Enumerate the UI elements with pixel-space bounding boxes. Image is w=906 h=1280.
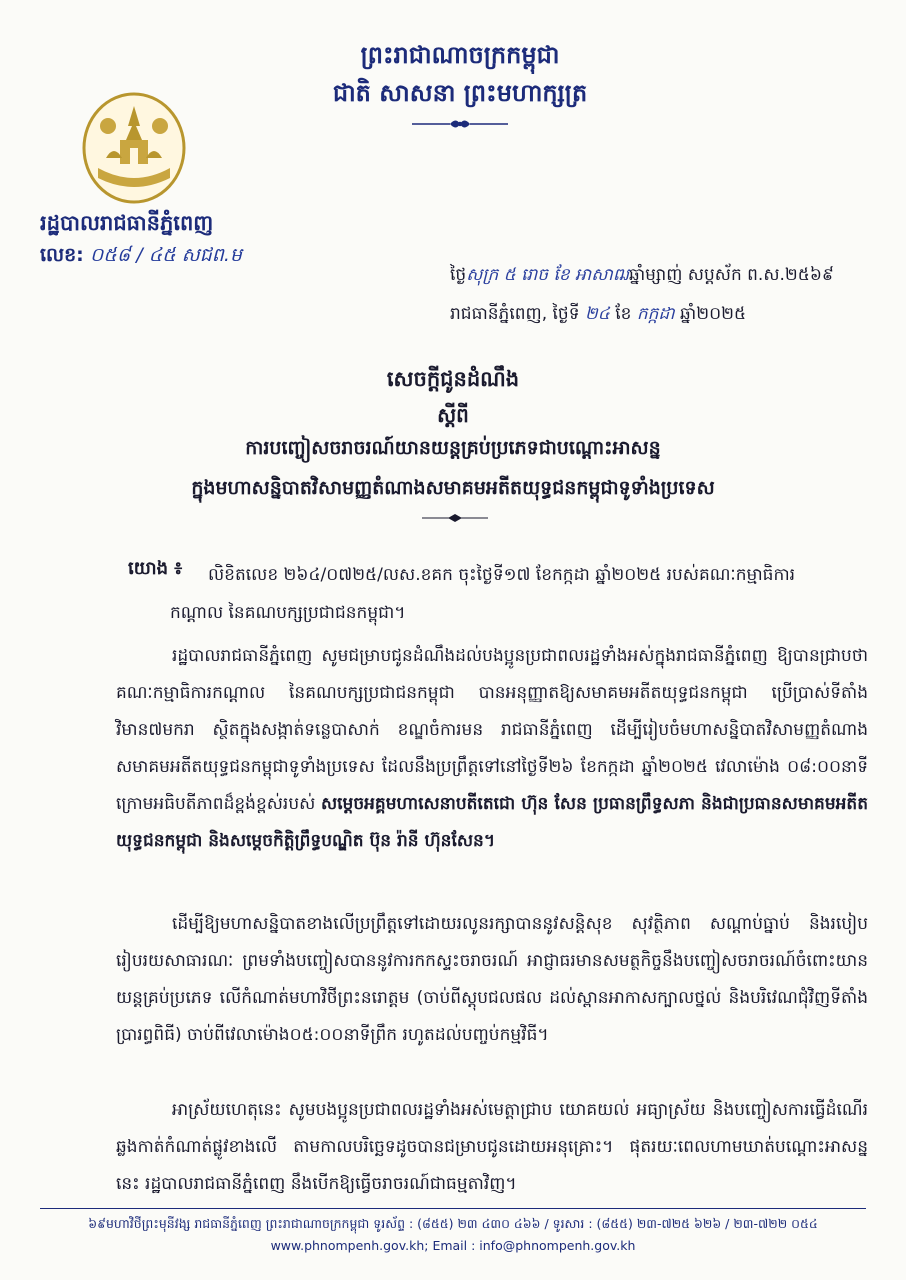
lunar-prefix: ថ្ងៃ bbox=[450, 265, 467, 285]
notice-subject-line1: ការបញ្ចៀសចរាចរណ៍យានយន្តគ្រប់ប្រភេទជាបណ្តោះអាសន្ន bbox=[245, 437, 661, 459]
notice-title: សេចក្តីជូនដំណឹង bbox=[386, 367, 520, 391]
lunar-suffix: ឆ្នាំម្សាញ់ សប្តស័ក ព.ស.២៥៦៩ bbox=[629, 265, 834, 285]
body-paragraph-1 bbox=[116, 638, 868, 860]
gregorian-day: ២៤ bbox=[584, 304, 610, 324]
issuing-authority: រដ្ឋបាលរាជធានីភ្នំពេញ bbox=[40, 211, 214, 235]
reference-number bbox=[40, 243, 242, 271]
lunar-date bbox=[450, 264, 834, 289]
paragraph-1-dignitaries: សម្តេចអគ្គមហាសេនាបតីតេជោ ហ៊ុន សែន ប្រធានព្រឹទ្ធសភា និងជាប្រធានសមាគមអតីតយុទ្ធជនកម្ពុជា និងសម្តេចកិត្តិព្រឹទ្ធបណ្ឌិត ប៊ុន រ៉ានី ហ៊ុនសែន។ bbox=[116, 794, 868, 851]
national-motto: ជាតិ សាសនា ព្រះមហាក្សត្រ bbox=[332, 79, 588, 107]
ref-number-handwritten: ០៥៨ / ៤៥ សជព.ម bbox=[89, 244, 242, 266]
lunar-handwritten: សុក្រ ៥ រោច ខែ អាសាឍ bbox=[466, 265, 629, 285]
paragraph-1-text: រដ្ឋបាលរាជធានីភ្នំពេញ សូមជម្រាបជូនដំណឹងដល់បងប្អូនប្រជាពលរដ្ឋទាំងអស់ក្នុងរាជធានីភ្នំពេញ ឱ្យបានជ្រាបថា គណៈកម្មាធិការកណ្តាល នៃគណបក្សប្រជាជនកម្ពុជា បានអនុញ្ញាតឱ្យសមាគមអតីតយុទ្ធជនកម្ពុជា ប្រើប្រាស់ទីតាំងវិមាន៧មករា ស្ថិតក្នុងសង្កាត់ទន្លេបាសាក់ ខណ្ឌចំការមន រាជធានីភ្នំពេញ ដើម្បីរៀបចំមហាសន្និបាតវិសាមញ្ញតំណាងសមាគមអតីតយុទ្ធជនកម្ពុជាទូទាំងប្រទេស ដែលនឹងប្រព្រឹត្តទៅនៅថ្ងៃទី២៦ ខែកក្កដា ឆ្នាំ២០២៥ វេលាម៉ោង ០៨:០០នាទី ក្រោមអធិបតីភាពដ៏ខ្ពង់ខ្ពស់របស់ bbox=[116, 646, 868, 814]
footer-contact: www.phnompenh.gov.kh; Email : info@phnompenh.gov.kh bbox=[270, 1238, 636, 1253]
kingdom-title: ព្រះរាជាណាចក្រកម្ពុជា bbox=[360, 41, 560, 69]
body-paragraph-2: ដើម្បីឱ្យមហាសន្និបាតខាងលើប្រព្រឹត្តទៅដោយរលូនរក្សាបាននូវសន្តិសុខ សុវត្ថិភាព សណ្តាប់ធ្នាប់ និងរបៀបរៀបរយសាធារណៈ ព្រមទាំងបញ្ចៀសបាននូវការកកស្ទះចរាចរណ៍ អាជ្ញាធរមានសមត្ថកិច្ចនឹងបញ្ចៀសចរាចរណ៍ចំពោះយានយន្តគ្រប់ប្រភេទ លើកំណាត់មហាវិថីព្រះនរោត្តម (ចាប់ពីស្តុបជលផល ដល់ស្ពានអាកាសក្បាលថ្នល់ និងបរិវេណជុំវិញទីតាំងប្រារព្ធពិធី) ចាប់ពីវេលាម៉ោង០៥:០០នាទីព្រឹក រហូតដល់បញ្ចប់កម្មវិធី។ bbox=[116, 914, 868, 1045]
notice-subject-line2: ក្នុងមហាសន្និបាតវិសាមញ្ញតំណាងសមាគមអតីតយុទ្ធជនកម្ពុជាទូទាំងប្រទេស bbox=[191, 477, 715, 499]
body-paragraph-3: អាស្រ័យហេតុនេះ សូមបងប្អូនប្រជាពលរដ្ឋទាំងអស់មេត្តាជ្រាប យោគយល់ អធ្យាស្រ័យ និងបញ្ចៀសការធ្វើដំណើរឆ្លងកាត់កំណាត់ផ្លូវខាងលើ តាមកាលបរិច្ឆេទដូចបានជម្រាបជូនដោយអនុគ្រោះ។ ផុតរយៈពេលហាមឃាត់បណ្តោះអាសន្ននេះ រដ្ឋបាលរាជធានីភ្នំពេញ នឹងបើកឱ្យធ្វើចរាចរណ៍ជាធម្មតាវិញ។ bbox=[116, 1100, 868, 1194]
gregorian-prefix: រាជធានីភ្នំពេញ, ថ្ងៃទី bbox=[450, 304, 580, 324]
phnom-penh-seal-icon bbox=[78, 88, 190, 206]
reference-text-line1: លិខិតលេខ ២៦៤/០៧២៥/លស.ខគក ចុះថ្ងៃទី១៧ ខែកក្កដា ឆ្នាំ២០២៥ របស់គណៈកម្មាធិការ bbox=[208, 565, 796, 585]
gregorian-month-label: ខែ bbox=[615, 304, 632, 324]
gregorian-date bbox=[450, 303, 746, 328]
title-divider-icon bbox=[420, 513, 490, 523]
ref-label: លេខ: bbox=[40, 244, 84, 266]
footer-address: ៦៩មហាវិថីព្រះមុនីវង្ស រាជធានីភ្នំពេញ ព្រះរាជាណាចក្រកម្ពុជា ទូរស័ព្ទ : (៨៥៥) ២៣ ៤៣០ ៤៦៦ / ទូរសារ : (៨៥៥) ២៣-៧២៥ ៦២៦ / ២៣-៧២២ ០៥៤ bbox=[88, 1216, 818, 1231]
reference-label: យោង ៖ bbox=[128, 558, 183, 579]
notice-subject-label: ស្តីពី bbox=[437, 403, 469, 427]
footer-divider bbox=[40, 1208, 866, 1209]
gregorian-year: ឆ្នាំ២០២៥ bbox=[680, 304, 747, 324]
gregorian-month: កក្កដា bbox=[636, 304, 675, 324]
ornament-divider-icon bbox=[410, 116, 510, 132]
reference-text-line2: កណ្តាល នៃគណបក្សប្រជាជនកម្ពុជា។ bbox=[170, 603, 406, 623]
